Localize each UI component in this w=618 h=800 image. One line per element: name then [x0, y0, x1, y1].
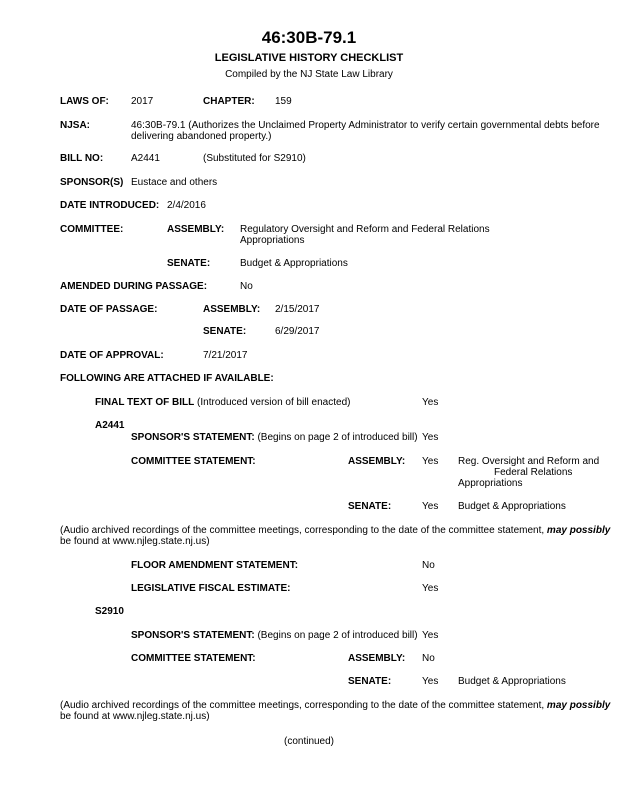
sponsor-value: Eustace and others [131, 177, 218, 188]
approval-value: 7/21/2017 [203, 350, 248, 361]
audio-note-2-emphasis: may possibly [546, 700, 611, 711]
passage-assembly-value: 2/15/2017 [275, 304, 320, 315]
bill-no-label: BILL NO: [60, 153, 104, 164]
final-text-note: (Introduced version of bill enacted) [197, 397, 351, 408]
a2441-senate-committee: Budget & Appropriations [458, 501, 566, 512]
audio-note-2-text: (Audio archived recordings of the committee meetings, corresponding to the date of the committee statement, [60, 700, 547, 711]
passage-senate-label: SENATE: [203, 326, 247, 337]
committee-senate-label: SENATE: [167, 258, 211, 269]
laws-of-value: 2017 [131, 96, 154, 107]
continued-note: (continued) [283, 736, 335, 747]
final-text-row [95, 397, 350, 408]
committee-senate-value: Budget & Appropriations [240, 258, 348, 269]
a2441-committee-label: COMMITTEE STATEMENT: [131, 456, 256, 467]
audio-note-2-line2: be found at www.njleg.state.nj.us) [60, 711, 210, 722]
a2441-sponsor-row [131, 432, 418, 443]
fiscal-estimate-value: Yes [422, 583, 439, 594]
a2441-sponsor-value: Yes [422, 432, 439, 443]
page-subtitle: LEGISLATIVE HISTORY CHECKLIST [214, 52, 404, 64]
approval-label: DATE OF APPROVAL: [60, 350, 164, 361]
a2441-sponsor-label: SPONSOR'S STATEMENT: [131, 432, 255, 443]
njsa-line2: delivering abandoned property.) [131, 131, 272, 142]
bill-substitution-note: (Substituted for S2910) [203, 153, 306, 164]
audio-note-text: (Audio archived recordings of the committee meetings, corresponding to the date of the committee statement, [60, 525, 547, 536]
s2910-bill-label: S2910 [95, 606, 124, 617]
s2910-assembly-value: No [422, 653, 435, 664]
final-text-label: FINAL TEXT OF BILL [95, 397, 195, 408]
chapter-value: 159 [275, 96, 292, 107]
passage-senate-value: 6/29/2017 [275, 326, 320, 337]
s2910-sponsor-row [131, 630, 418, 641]
fiscal-estimate-label: LEGISLATIVE FISCAL ESTIMATE: [131, 583, 291, 594]
s2910-assembly-label: ASSEMBLY: [348, 653, 406, 664]
njsa-line1: 46:30B-79.1 (Authorizes the Unclaimed Property Administrator to verify certain governmental debts before [131, 120, 600, 131]
s2910-committee-label: COMMITTEE STATEMENT: [131, 653, 256, 664]
committee-assembly-label: ASSEMBLY: [167, 224, 225, 235]
s2910-senate-committee: Budget & Appropriations [458, 676, 566, 687]
a2441-bill-label: A2441 [95, 420, 125, 431]
audio-note-2-line1 [60, 700, 610, 711]
chapter-label: CHAPTER: [203, 96, 255, 107]
committee-assembly-line2: Appropriations [240, 235, 305, 246]
a2441-senate-label: SENATE: [348, 501, 392, 512]
a2441-assembly-committee-line1: Reg. Oversight and Reform and [458, 456, 600, 467]
amended-value: No [240, 281, 253, 292]
a2441-assembly-committee-line3: Appropriations [458, 478, 523, 489]
passage-label: DATE OF PASSAGE: [60, 304, 158, 315]
bill-no-value: A2441 [131, 153, 160, 164]
date-introduced-value: 2/4/2016 [167, 200, 206, 211]
passage-assembly-label: ASSEMBLY: [203, 304, 261, 315]
s2910-sponsor-value: Yes [422, 630, 439, 641]
attached-heading: FOLLOWING ARE ATTACHED IF AVAILABLE: [60, 373, 274, 384]
a2441-sponsor-note: (Begins on page 2 of introduced bill) [257, 432, 418, 443]
a2441-senate-value: Yes [422, 501, 439, 512]
sponsor-label: SPONSOR(S) [60, 177, 124, 188]
laws-of-label: LAWS OF: [60, 96, 109, 107]
a2441-assembly-committee-line2: Federal Relations [494, 467, 573, 478]
a2441-assembly-label: ASSEMBLY: [348, 456, 406, 467]
floor-amendment-value: No [422, 560, 435, 571]
committee-label: COMMITTEE: [60, 224, 124, 235]
s2910-senate-value: Yes [422, 676, 439, 687]
a2441-assembly-value: Yes [422, 456, 439, 467]
njsa-label: NJSA: [60, 120, 91, 131]
s2910-senate-label: SENATE: [348, 676, 392, 687]
compiled-by: Compiled by the NJ State Law Library [225, 69, 393, 80]
audio-note-emphasis: may possibly [546, 525, 611, 536]
s2910-sponsor-note: (Begins on page 2 of introduced bill) [257, 630, 418, 641]
audio-note-line1 [60, 525, 610, 536]
amended-label: AMENDED DURING PASSAGE: [60, 281, 208, 292]
s2910-sponsor-label: SPONSOR'S STATEMENT: [131, 630, 255, 641]
date-introduced-label: DATE INTRODUCED: [60, 200, 160, 211]
audio-note-line2: be found at www.njleg.state.nj.us) [60, 536, 210, 547]
committee-assembly-line1: Regulatory Oversight and Reform and Federal Relations [240, 224, 490, 235]
floor-amendment-label: FLOOR AMENDMENT STATEMENT: [131, 560, 299, 571]
final-text-value: Yes [422, 397, 439, 408]
page-title: 46:30B-79.1 [261, 28, 357, 47]
